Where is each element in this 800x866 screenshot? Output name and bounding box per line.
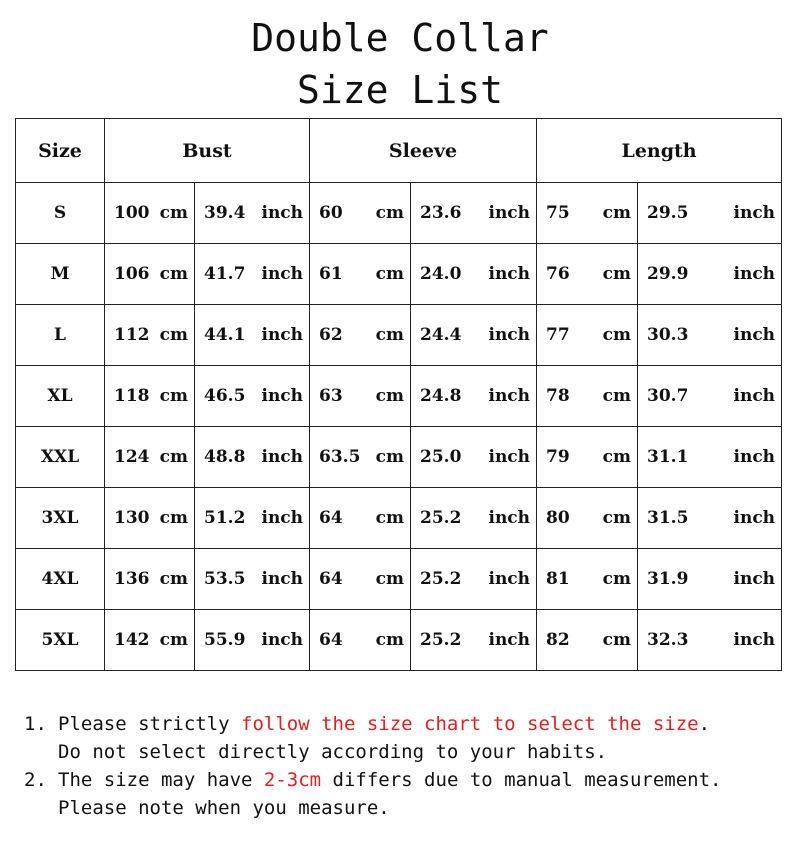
bust-in-value: 55.9 [204, 630, 246, 650]
table-header-row [16, 119, 782, 183]
bust-cm-cell [105, 244, 195, 305]
length-in-value: 32.3 [647, 630, 689, 650]
unit-cm-label: cm [375, 203, 405, 223]
unit-in-label: inch [488, 630, 531, 650]
note-2-text: The size may have [58, 769, 264, 791]
note-2-end: differs due to manual measurement. [321, 769, 722, 791]
sleeve-cm-value: 64 [319, 630, 343, 650]
bust-in-value: 39.4 [204, 203, 246, 223]
unit-cm-label: cm [602, 203, 632, 223]
size-cell: 4XL [16, 549, 105, 610]
sleeve-cm-value: 63.5 [319, 447, 361, 467]
bust-cm-cell [105, 427, 195, 488]
length-in-cell [638, 244, 782, 305]
unit-in-label: inch [261, 325, 304, 345]
sleeve-cm-value: 62 [319, 325, 343, 345]
sleeve-cm-value: 64 [319, 508, 343, 528]
size-cell: L [16, 305, 105, 366]
unit-in-label: inch [488, 264, 531, 284]
size-cell: 3XL [16, 488, 105, 549]
length-cm-value: 79 [546, 447, 570, 467]
page-subtitle: Size List [297, 68, 503, 112]
sleeve-cm-cell [310, 488, 411, 549]
sleeve-cm-cell [310, 366, 411, 427]
length-in-cell [638, 549, 782, 610]
bust-cm-value: 112 [114, 325, 150, 345]
size-cell: XL [16, 366, 105, 427]
sleeve-in-value: 23.6 [420, 203, 462, 223]
table-row [16, 427, 782, 488]
unit-cm-label: cm [159, 203, 188, 223]
length-cm-cell [537, 427, 638, 488]
sleeve-in-value: 25.2 [420, 630, 462, 650]
table-row [16, 549, 782, 610]
note-1-highlight: follow the size chart to select the size [241, 713, 699, 735]
bust-cm-value: 130 [114, 508, 150, 528]
bust-in-cell [195, 549, 310, 610]
length-cm-cell [537, 610, 638, 671]
length-in-cell [638, 366, 782, 427]
bust-in-value: 51.2 [204, 508, 246, 528]
sleeve-cm-value: 63 [319, 386, 343, 406]
size-cell: S [16, 183, 105, 244]
unit-in-label: inch [261, 569, 304, 589]
unit-cm-label: cm [375, 630, 405, 650]
unit-in-label: inch [261, 508, 304, 528]
table-row [16, 183, 782, 244]
length-in-cell [638, 427, 782, 488]
bust-cm-cell [105, 366, 195, 427]
table-row [16, 488, 782, 549]
unit-in-label: inch [488, 508, 531, 528]
length-in-cell [638, 183, 782, 244]
notes [24, 710, 784, 822]
unit-in-label: inch [261, 630, 304, 650]
unit-cm-label: cm [159, 569, 188, 589]
bust-cm-value: 106 [114, 264, 150, 284]
note-1-number: 1. [24, 713, 47, 735]
note-1 [24, 710, 784, 738]
bust-in-cell [195, 244, 310, 305]
bust-cm-cell [105, 610, 195, 671]
unit-in-label: inch [261, 264, 304, 284]
length-in-cell [638, 305, 782, 366]
sleeve-in-value: 25.0 [420, 447, 462, 467]
length-cm-cell [537, 244, 638, 305]
unit-in-label: inch [733, 264, 776, 284]
length-cm-cell [537, 305, 638, 366]
bust-cm-value: 118 [114, 386, 150, 406]
size-cell: XXL [16, 427, 105, 488]
bust-in-cell [195, 488, 310, 549]
unit-in-label: inch [488, 569, 531, 589]
sleeve-in-cell [411, 549, 537, 610]
unit-in-label: inch [488, 203, 531, 223]
unit-cm-label: cm [602, 386, 632, 406]
unit-cm-label: cm [375, 386, 405, 406]
unit-cm-label: cm [602, 508, 632, 528]
note-2-highlight: 2-3cm [263, 769, 322, 791]
bust-in-value: 46.5 [204, 386, 246, 406]
unit-cm-label: cm [159, 447, 188, 467]
sleeve-in-cell [411, 366, 537, 427]
length-cm-cell [537, 183, 638, 244]
unit-cm-label: cm [159, 508, 188, 528]
table-row [16, 244, 782, 305]
length-cm-value: 78 [546, 386, 570, 406]
note-1-continued [24, 738, 784, 766]
unit-cm-label: cm [375, 569, 405, 589]
table-row [16, 610, 782, 671]
bust-cm-cell [105, 183, 195, 244]
bust-in-cell [195, 366, 310, 427]
size-cell: M [16, 244, 105, 305]
unit-cm-label: cm [375, 325, 405, 345]
sleeve-in-value: 24.0 [420, 264, 462, 284]
header-size: Size [16, 119, 105, 183]
bust-cm-value: 136 [114, 569, 150, 589]
bust-in-value: 41.7 [204, 264, 246, 284]
bust-cm-cell [105, 305, 195, 366]
table-row [16, 305, 782, 366]
bust-in-cell [195, 305, 310, 366]
sleeve-cm-cell [310, 549, 411, 610]
unit-in-label: inch [261, 386, 304, 406]
header-bust: Bust [105, 119, 310, 183]
sleeve-cm-value: 64 [319, 569, 343, 589]
unit-cm-label: cm [375, 447, 405, 467]
length-in-value: 30.7 [647, 386, 689, 406]
length-in-value: 31.5 [647, 508, 689, 528]
sleeve-cm-cell [310, 305, 411, 366]
sleeve-cm-cell [310, 427, 411, 488]
sleeve-in-value: 25.2 [420, 508, 462, 528]
size-table [15, 118, 782, 671]
length-cm-cell [537, 549, 638, 610]
length-cm-value: 80 [546, 508, 570, 528]
unit-cm-label: cm [375, 264, 405, 284]
unit-in-label: inch [733, 508, 776, 528]
bust-cm-value: 100 [114, 203, 150, 223]
length-cm-value: 81 [546, 569, 570, 589]
bust-in-value: 44.1 [204, 325, 246, 345]
sleeve-in-cell [411, 610, 537, 671]
note-2-line2: Please note when you measure. [58, 797, 390, 819]
length-in-cell [638, 488, 782, 549]
page-title: Double Collar [251, 16, 549, 60]
note-2-number: 2. [24, 769, 47, 791]
unit-in-label: inch [733, 447, 776, 467]
length-cm-value: 77 [546, 325, 570, 345]
table-row [16, 366, 782, 427]
sleeve-in-cell [411, 305, 537, 366]
unit-in-label: inch [733, 569, 776, 589]
bust-in-value: 48.8 [204, 447, 246, 467]
sleeve-cm-cell [310, 610, 411, 671]
unit-cm-label: cm [159, 386, 188, 406]
header-length: Length [537, 119, 782, 183]
length-in-value: 30.3 [647, 325, 689, 345]
unit-cm-label: cm [602, 325, 632, 345]
sleeve-cm-cell [310, 244, 411, 305]
unit-cm-label: cm [375, 508, 405, 528]
sleeve-cm-value: 61 [319, 264, 343, 284]
sleeve-in-value: 24.4 [420, 325, 462, 345]
length-in-value: 31.9 [647, 569, 689, 589]
unit-in-label: inch [488, 325, 531, 345]
bust-cm-value: 142 [114, 630, 150, 650]
unit-in-label: inch [261, 447, 304, 467]
length-cm-value: 75 [546, 203, 570, 223]
header-sleeve: Sleeve [310, 119, 537, 183]
sleeve-cm-value: 60 [319, 203, 343, 223]
size-cell: 5XL [16, 610, 105, 671]
sleeve-in-cell [411, 427, 537, 488]
unit-in-label: inch [488, 447, 531, 467]
unit-in-label: inch [261, 203, 304, 223]
bust-cm-cell [105, 549, 195, 610]
length-in-value: 29.9 [647, 264, 689, 284]
bust-cm-cell [105, 488, 195, 549]
unit-in-label: inch [733, 386, 776, 406]
bust-in-cell [195, 610, 310, 671]
note-1-text: Please strictly [58, 713, 242, 735]
length-in-value: 29.5 [647, 203, 689, 223]
unit-in-label: inch [733, 630, 776, 650]
unit-cm-label: cm [159, 264, 188, 284]
length-cm-value: 82 [546, 630, 570, 650]
unit-cm-label: cm [602, 447, 632, 467]
sleeve-in-cell [411, 244, 537, 305]
length-in-value: 31.1 [647, 447, 689, 467]
bust-cm-value: 124 [114, 447, 150, 467]
unit-cm-label: cm [602, 264, 632, 284]
note-1-end: . [698, 713, 711, 735]
unit-in-label: inch [733, 325, 776, 345]
note-1-line2: Do not select directly according to your habits. [58, 741, 608, 763]
length-cm-cell [537, 366, 638, 427]
unit-in-label: inch [488, 386, 531, 406]
length-in-cell [638, 610, 782, 671]
length-cm-cell [537, 488, 638, 549]
sleeve-in-cell [411, 183, 537, 244]
length-cm-value: 76 [546, 264, 570, 284]
bust-in-value: 53.5 [204, 569, 246, 589]
sleeve-in-cell [411, 488, 537, 549]
unit-cm-label: cm [602, 630, 632, 650]
bust-in-cell [195, 427, 310, 488]
note-2-continued [24, 794, 784, 822]
note-2 [24, 766, 784, 794]
unit-in-label: inch [733, 203, 776, 223]
unit-cm-label: cm [602, 569, 632, 589]
unit-cm-label: cm [159, 325, 188, 345]
bust-in-cell [195, 183, 310, 244]
unit-cm-label: cm [159, 630, 188, 650]
sleeve-cm-cell [310, 183, 411, 244]
sleeve-in-value: 24.8 [420, 386, 462, 406]
sleeve-in-value: 25.2 [420, 569, 462, 589]
